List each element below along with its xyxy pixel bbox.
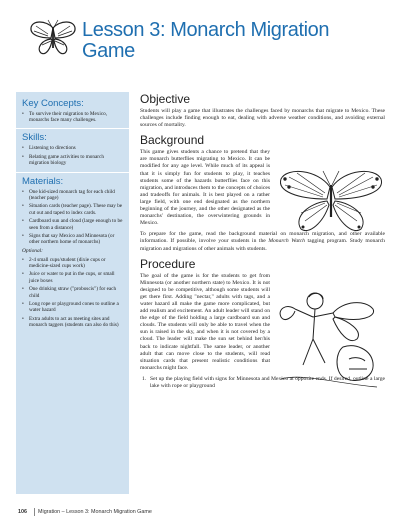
lesson-title-line1: Lesson 3: Monarch Migration	[82, 19, 330, 41]
sidebar	[16, 92, 129, 494]
skill-item: • Relating game activities to monarch migration biology	[22, 154, 124, 166]
title-box	[82, 20, 382, 70]
footer	[0, 505, 400, 519]
procedure-text-1: The goal of the game is for the students to get from Minnesota (or another northern state) to Mexico. It is not designed to be competitive, although some students will get there first. Adding "nectar," adults with tags, and a water hazard all make the game more complicated, but add realism and excitement. An adult leader will stand on the edge of the field holding a large cardboard sun and clouds. The students will only be able to travel when the sun is raised in the sky, and when it is not covered by a cloud. The leader will make the sun set behind her/his back to indicate nightfall. The same leader, or another adult that can move close to the students, will read situation cards that present realistic conditions that monarchs might face.	[140, 272, 270, 371]
footer-lesson: Lesson 3: Monarch Migration Game	[66, 509, 152, 515]
skills-heading: Skills:	[22, 132, 47, 144]
step-number: 1.	[142, 375, 147, 382]
page-number: 106	[18, 509, 27, 515]
materials-list	[22, 189, 124, 246]
lesson-title-line2: Game	[82, 40, 135, 62]
objective-heading: Objective	[140, 92, 191, 106]
skills-list	[22, 145, 124, 166]
material-item: • Situation cards (teacher page). These may be cut out and taped to index cards.	[22, 203, 124, 215]
material-item: • One kid-sized monarch tag for each child (teacher page)	[22, 189, 124, 201]
step-text: Set up the playing field with signs for Minnesota and Mexico at opposite ends. If desired, outline a large lake with rope or playground	[150, 375, 385, 389]
main-content	[140, 92, 385, 390]
optional-material-item: • Long rope or playground cones to outline a water hazard	[22, 301, 124, 313]
procedure-section	[140, 273, 385, 372]
divider	[16, 172, 129, 173]
footer-separator: –	[60, 509, 67, 515]
procedure-step	[140, 376, 385, 390]
skill-item: • Listening to directions	[22, 145, 124, 151]
background-text-1: This game gives students a chance to pretend that they are monarch butterflies migrating to Mexico. It can be modified for any age level. While much of its appeal is that it is simply fun for students to play, it teaches students some of the hazards butterflies face on this migration, and introduces them to the concepts of choices and tradeoffs for animals. It is best played on a rather large field, with one end designated as the northern beginning of the journey, and the other designated as the monarchs' destination, the overwintering grounds in Mexico.	[140, 149, 270, 227]
key-concepts-heading: Key Concepts:	[22, 98, 84, 109]
footer-running-title	[38, 509, 152, 515]
background-text-2a: To prepare for the game, read the background material on monarch migration, and other available information. If possible, involve your students in the	[140, 231, 385, 245]
background-section	[140, 149, 385, 227]
header	[0, 0, 400, 88]
optional-materials-list	[22, 257, 124, 329]
optional-material-item: • 2-4 small cups/student (dixie cups or medicine-sized cups work)	[22, 257, 124, 269]
footer-divider	[34, 508, 35, 516]
footer-section: Migration	[38, 509, 61, 515]
monarch-watch-program-name: Monarch Watch	[268, 238, 305, 245]
objective-text: Students will play a game that illustrates the challenges faced by monarchs that migrate to Mexico. These challenges include finding enough to eat, dealing with adverse weather conditions, and avoiding external sources of mortality.	[140, 108, 385, 129]
background-text-2b: tagging program. Study monarch migration and migrations of other animals with students.	[140, 238, 385, 252]
key-concepts-list	[22, 111, 124, 123]
monarch-butterfly-logo-icon	[28, 18, 78, 60]
material-item: • Cardboard sun and cloud (large enough to be seen from a distance)	[22, 218, 124, 230]
procedure-steps	[140, 376, 385, 390]
monarch-butterfly-illustration	[275, 165, 385, 239]
divider	[16, 128, 129, 129]
optional-material-item: • One drinking straw ("proboscis") for each child	[22, 286, 124, 298]
key-concept-item: • To survive their migration to Mexico, monarchs face many challenges.	[22, 111, 124, 123]
optional-material-item: • Juice or water to put in the cups, or small juice boxes	[22, 271, 124, 283]
optional-material-item: • Extra adults to act as meeting sites and monarch taggers (students can also do this)	[22, 316, 124, 328]
material-item: • Signs that say Mexico and Minnesota (or other northern home of monarchs)	[22, 233, 124, 245]
background-heading: Background	[140, 133, 205, 148]
materials-heading: Materials:	[22, 175, 64, 187]
optional-label: Optional:	[22, 248, 43, 255]
procedure-heading: Procedure	[140, 256, 196, 271]
